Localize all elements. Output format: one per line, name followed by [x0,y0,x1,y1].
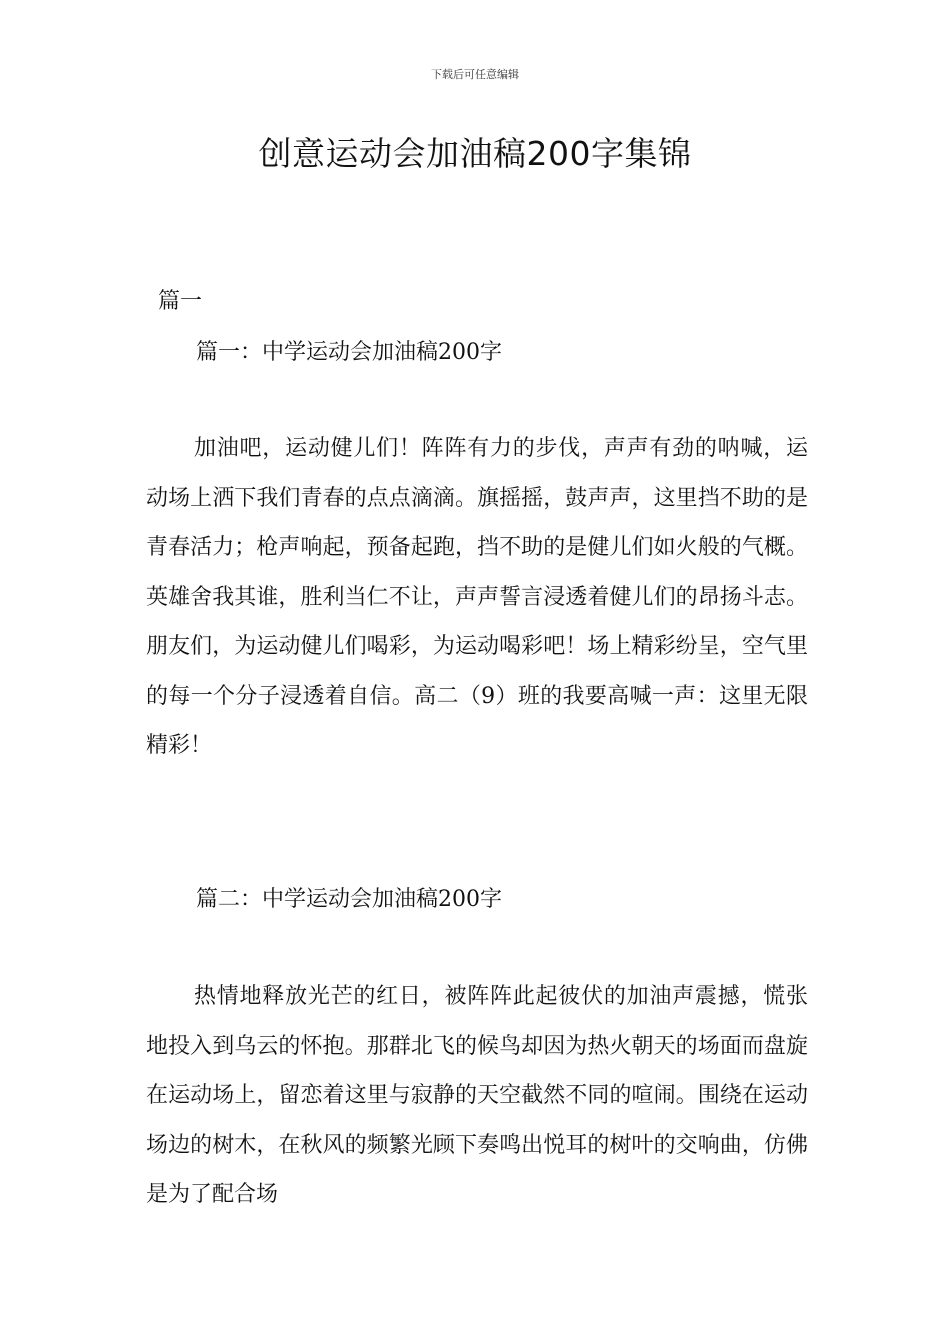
section-tag: 篇一 [158,289,203,314]
section-paragraph-2: 热情地释放光芒的红日，被阵阵此起彼伏的加油声震撼，慌张地投入到乌云的怀抱。那群北飞的候鸟却因为热火朝天的场面而盘旋在运动场上，留恋着这里与寂静的天空截然不同的喧闹。围绕在运动场边的树木，在秋风的频繁光顾下奏鸣出悦耳的树叶的交响曲，仿佛是为了配合场 [146,984,808,1207]
header-note: 下载后可任意编辑 [431,68,519,81]
section-paragraph-1: 加油吧，运动健儿们！阵阵有力的步伐，声声有劲的呐喊，运动场上洒下我们青春的点点滴滴。旗摇摇，鼓声声，这里挡不助的是青春活力；枪声响起，预备起跑，挡不助的是健儿们如火般的气概。英雄舍我其谁，胜利当仁不让，声声誓言浸透着健儿们的昂扬斗志。朋友们，为运动健儿们喝彩，为运动喝彩吧！场上精彩纷呈，空气里的每一个分子浸透着自信。高二（9）班的我要高喊一声：这里无限精彩！ [146,436,808,758]
section-heading-2: 篇二：中学运动会加油稿200字 [196,887,502,912]
document-title: 创意运动会加油稿200字集锦 [258,134,692,173]
section-heading-1: 篇一：中学运动会加油稿200字 [196,340,502,365]
